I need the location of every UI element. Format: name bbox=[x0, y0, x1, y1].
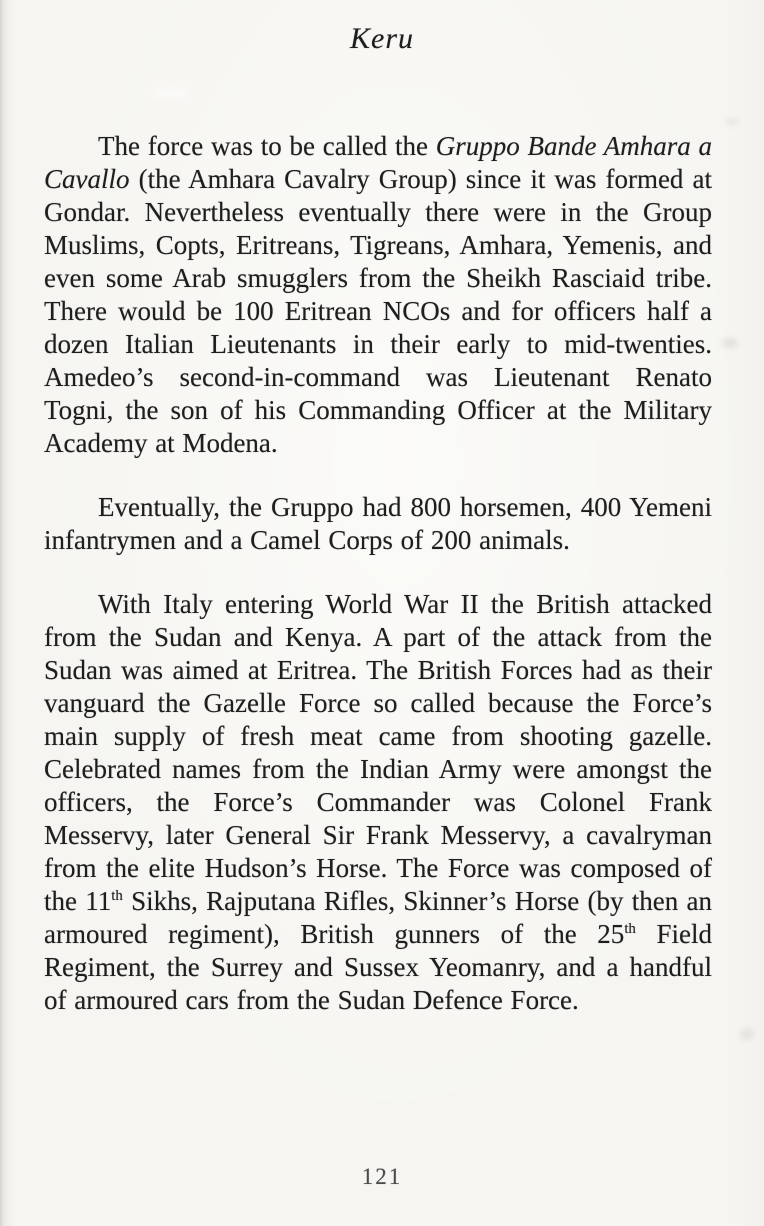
paragraph: With Italy entering World War II the British attacked from the Sudan and Kenya. A part of the attack from the Sudan was aimed at Eritrea. The British Forces had as their vanguard the Gazelle Force so called because the Force’s main supply of fresh meat came from shooting gazelle. Celebrated names from the Indian Army were amongst the officers, the Force’s Commander was Colonel Frank Messervy, later General Sir Frank Messervy, a cavalryman from the elite Hudson’s Horse. The Force was composed of the 11th Sikhs, Rajputana Rifles, Skinner’s Horse (by then an armoured regiment), British gunners of the 25th Field Regiment, the Surrey and Sussex Yeomanry, and a handful of armoured cars from the Sudan Defence Force. bbox=[44, 589, 712, 1015]
page-number: 121 bbox=[361, 1164, 403, 1189]
scan-smudge bbox=[722, 338, 738, 348]
scan-smudge bbox=[740, 1028, 754, 1040]
running-header: Keru bbox=[350, 22, 414, 55]
scan-smudge bbox=[150, 88, 190, 98]
paragraph: The force was to be called the Gruppo Bande Amhara a Cavallo (the Amhara Cavalry Group) since it was formed at Gondar. Nevertheless eventually there were in the Group Muslims, Copts, Eritreans, Tigreans, Amhara, Yemenis, and even some Arab smugglers from the Sheikh Rasciaid tribe. There would be 100 Eritrean NCOs and for officers half a dozen Italian Lieutenants in their early to mid-twenties. Amedeo’s second-in-command was Lieutenant Renato Togni, the son of his Commanding Officer at the Military Academy at Modena. bbox=[44, 131, 712, 458]
paragraph: Eventually, the Gruppo had 800 horsemen, 400 Yemeni infantrymen and a Camel Corps of 200 animals. bbox=[44, 492, 712, 555]
page-body bbox=[44, 130, 712, 1048]
scan-smudge bbox=[726, 118, 738, 126]
